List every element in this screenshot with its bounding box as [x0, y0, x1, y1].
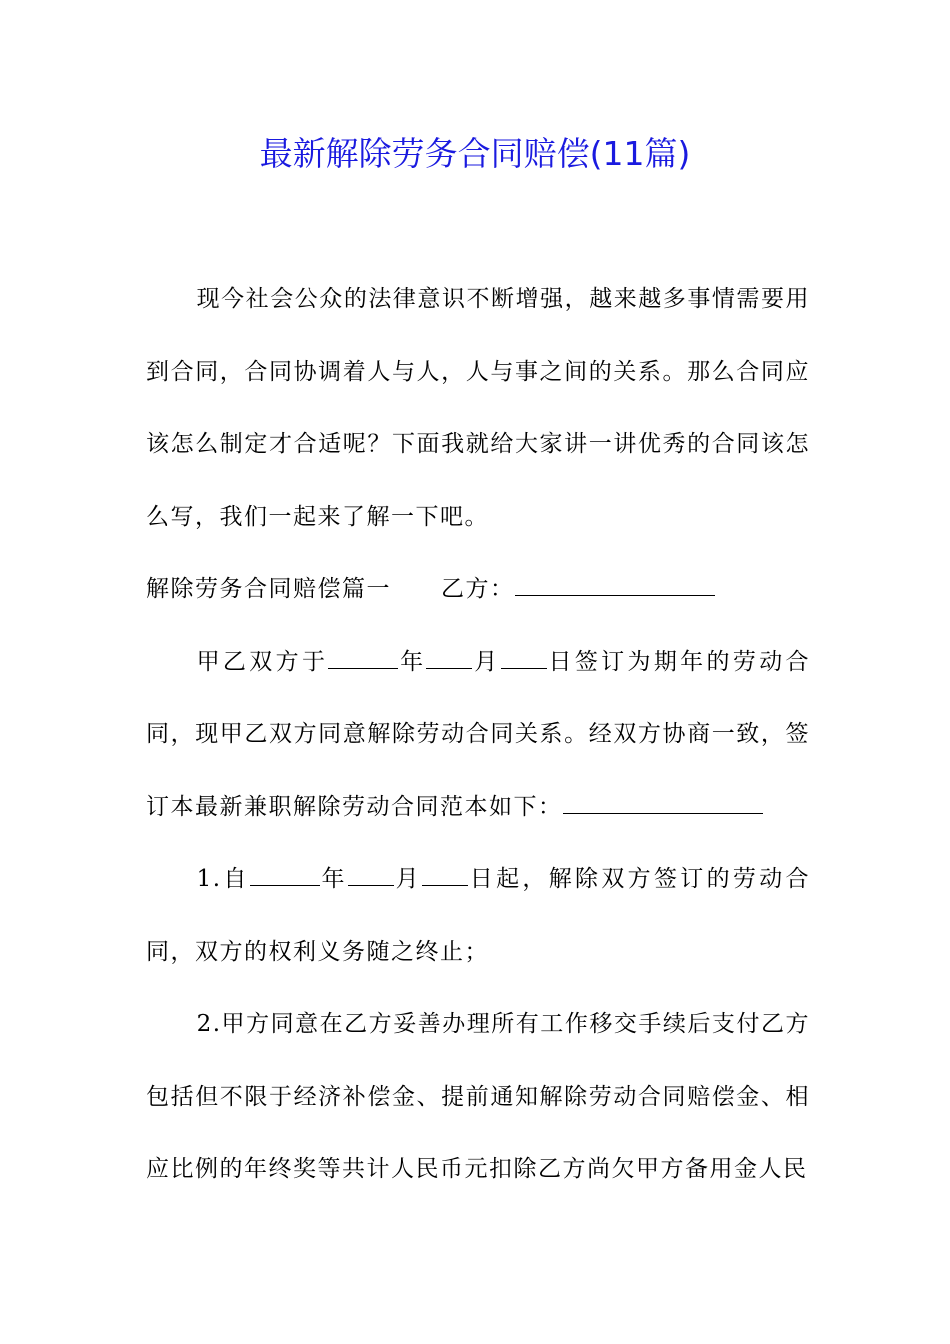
- item-1: [146, 843, 810, 988]
- para1-end-blank: [563, 793, 763, 814]
- intro-paragraph: 现今社会公众的法律意识不断增强，越来越多事情需要用到合同，合同协调着人与人，人与事之间的关系。那么合同应该怎么制定才合适呢？下面我就给大家讲一讲优秀的合同该怎么写，我们一起来了解一下吧。: [146, 286, 810, 530]
- party-b-label: 乙方：: [441, 576, 515, 602]
- document-body: [146, 263, 810, 1206]
- para1-month-label: 月: [472, 648, 501, 675]
- item1-year-label: 年: [319, 866, 348, 892]
- para1-year-blank: [328, 648, 398, 669]
- document-title: 最新解除劳务合同赔偿(11篇): [259, 134, 691, 173]
- para1-suffix: 日签订为期年的劳动合同，现甲乙双方同意解除劳动合同关系。经双方协商一致，签订本最新兼职解除劳动合同范本如下：: [146, 648, 811, 820]
- para1-day-blank: [501, 648, 547, 669]
- item1-suffix: 日起，解除双方签订的劳动合同，双方的权利义务随之终止；: [146, 866, 811, 965]
- item-2: 2.甲方同意在乙方妥善办理所有工作移交手续后支付乙方包括但不限于经济补偿金、提前通知解除劳动合同赔偿金、相应比例的年终奖等共计人民币元扣除乙方尚欠甲方备用金人民: [146, 1011, 810, 1182]
- para1-month-blank: [426, 648, 472, 669]
- item1-month-label: 月: [393, 866, 422, 892]
- party-b-blank: [515, 575, 715, 596]
- para1-year-label: 年: [398, 648, 427, 675]
- item1-year-blank: [250, 865, 320, 886]
- paragraph-1: [146, 626, 810, 844]
- item1-prefix: 1.自: [196, 866, 250, 892]
- item1-day-blank: [422, 865, 468, 886]
- section-heading: 解除劳务合同赔偿篇一: [146, 576, 391, 602]
- para1-prefix: 甲乙双方于: [196, 648, 329, 675]
- item1-month-blank: [348, 865, 394, 886]
- section-heading-line: [146, 553, 810, 626]
